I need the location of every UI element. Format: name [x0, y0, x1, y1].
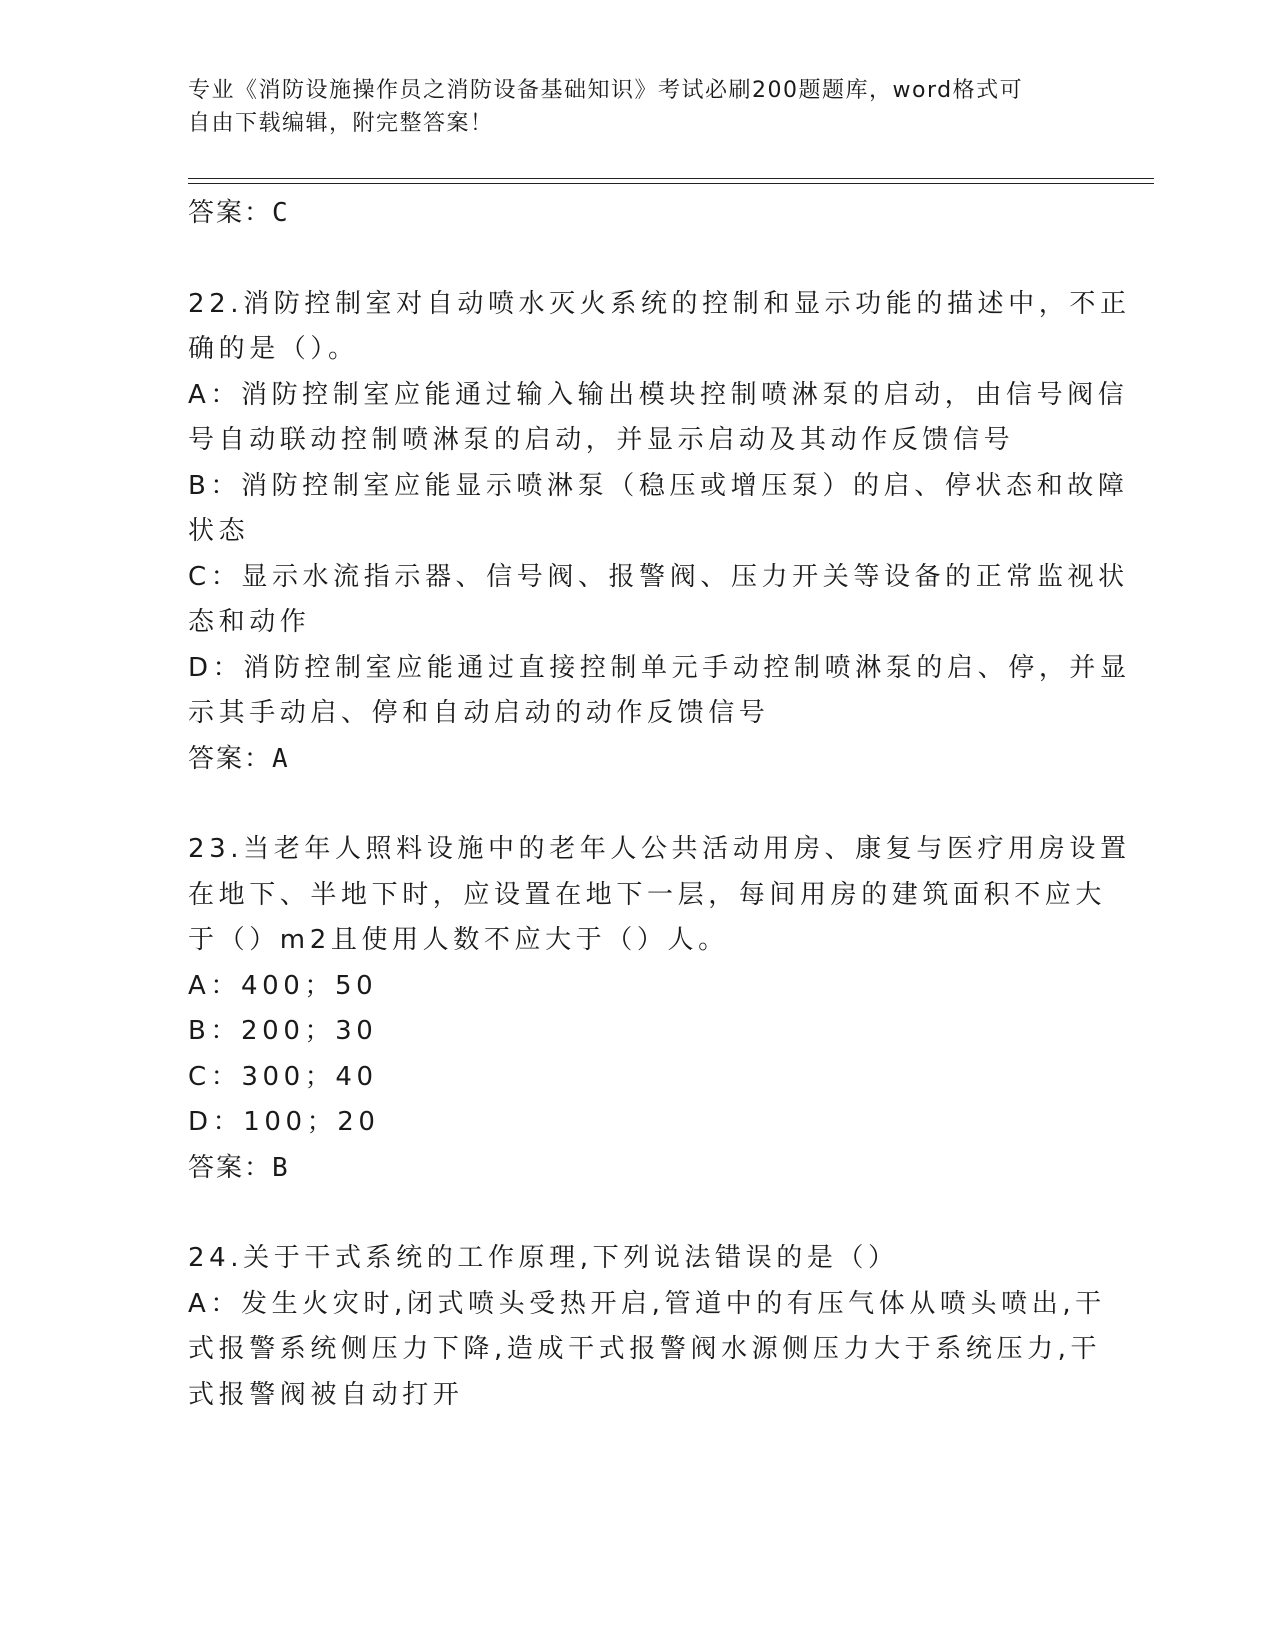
option-d: 示其手动启、停和自动启动的动作反馈信号 — [188, 698, 770, 728]
option-b: B：200；30 — [188, 1016, 378, 1046]
document-body — [188, 191, 1131, 1418]
option-b: B：消防控制室应能显示喷淋泵（稳压或增压泵）的启、停状态和故障 — [188, 470, 1129, 501]
option-c: C：300；40 — [188, 1061, 378, 1092]
option-b: 状态 — [188, 516, 250, 546]
header-line-1: 专业《消防设施操作员之消防设备基础知识》考试必刷200题题库，word格式可 — [188, 78, 1024, 103]
option-a: 式报警阀被自动打开 — [188, 1379, 464, 1410]
header-rule-top — [188, 178, 1154, 179]
option-a: 号自动联动控制喷淋泵的启动，并显示启动及其动作反馈信号 — [188, 425, 1015, 455]
question-22 — [188, 282, 1131, 783]
question-text: 于（）m2且使用人数不应大于（）人。 — [188, 925, 729, 955]
option-a: A：400；50 — [188, 970, 378, 1001]
question-23 — [188, 827, 1131, 1191]
question-text: 确的是（）。 — [188, 334, 359, 364]
question-24 — [188, 1236, 1106, 1418]
question-text: 24.关于干式系统的工作原理,下列说法错误的是（） — [188, 1243, 899, 1273]
header-line-2: 自由下载编辑，附完整答案！ — [188, 111, 494, 136]
option-c: 态和动作 — [188, 607, 311, 637]
option-a: A：消防控制室应能通过输入输出模块控制喷淋泵的启动，由信号阀信 — [188, 379, 1129, 410]
spacer — [188, 782, 1088, 827]
option-a: A：发生火灾时,闭式喷头受热开启,管道中的有压气体从喷头喷出,干 — [188, 1288, 1106, 1319]
answer-line: 答案：C — [188, 198, 290, 228]
answer-line: 答案：B — [188, 1152, 290, 1183]
spacer — [188, 237, 1088, 282]
header-rule-bottom — [188, 183, 1154, 184]
question-text: 在地下、半地下时，应设置在地下一层，每间用房的建筑面积不应大 — [188, 879, 1107, 910]
question-text: 22.消防控制室对自动喷水灭火系统的控制和显示功能的描述中，不正 — [188, 288, 1131, 319]
option-d: D：100；20 — [188, 1107, 380, 1137]
question-text: 23.当老年人照料设施中的老年人公共活动用房、康复与医疗用房设置 — [188, 834, 1131, 864]
answer-line: 答案：A — [188, 743, 290, 774]
document-header — [188, 74, 1068, 140]
option-c: C：显示水流指示器、信号阀、报警阀、压力开关等设备的正常监视状 — [188, 561, 1129, 592]
option-d: D：消防控制室应能通过直接控制单元手动控制喷淋泵的启、停，并显 — [188, 652, 1131, 683]
spacer — [188, 1191, 1088, 1236]
option-a: 式报警系统侧压力下降,造成干式报警阀水源侧压力大于系统压力,干 — [188, 1334, 1102, 1364]
